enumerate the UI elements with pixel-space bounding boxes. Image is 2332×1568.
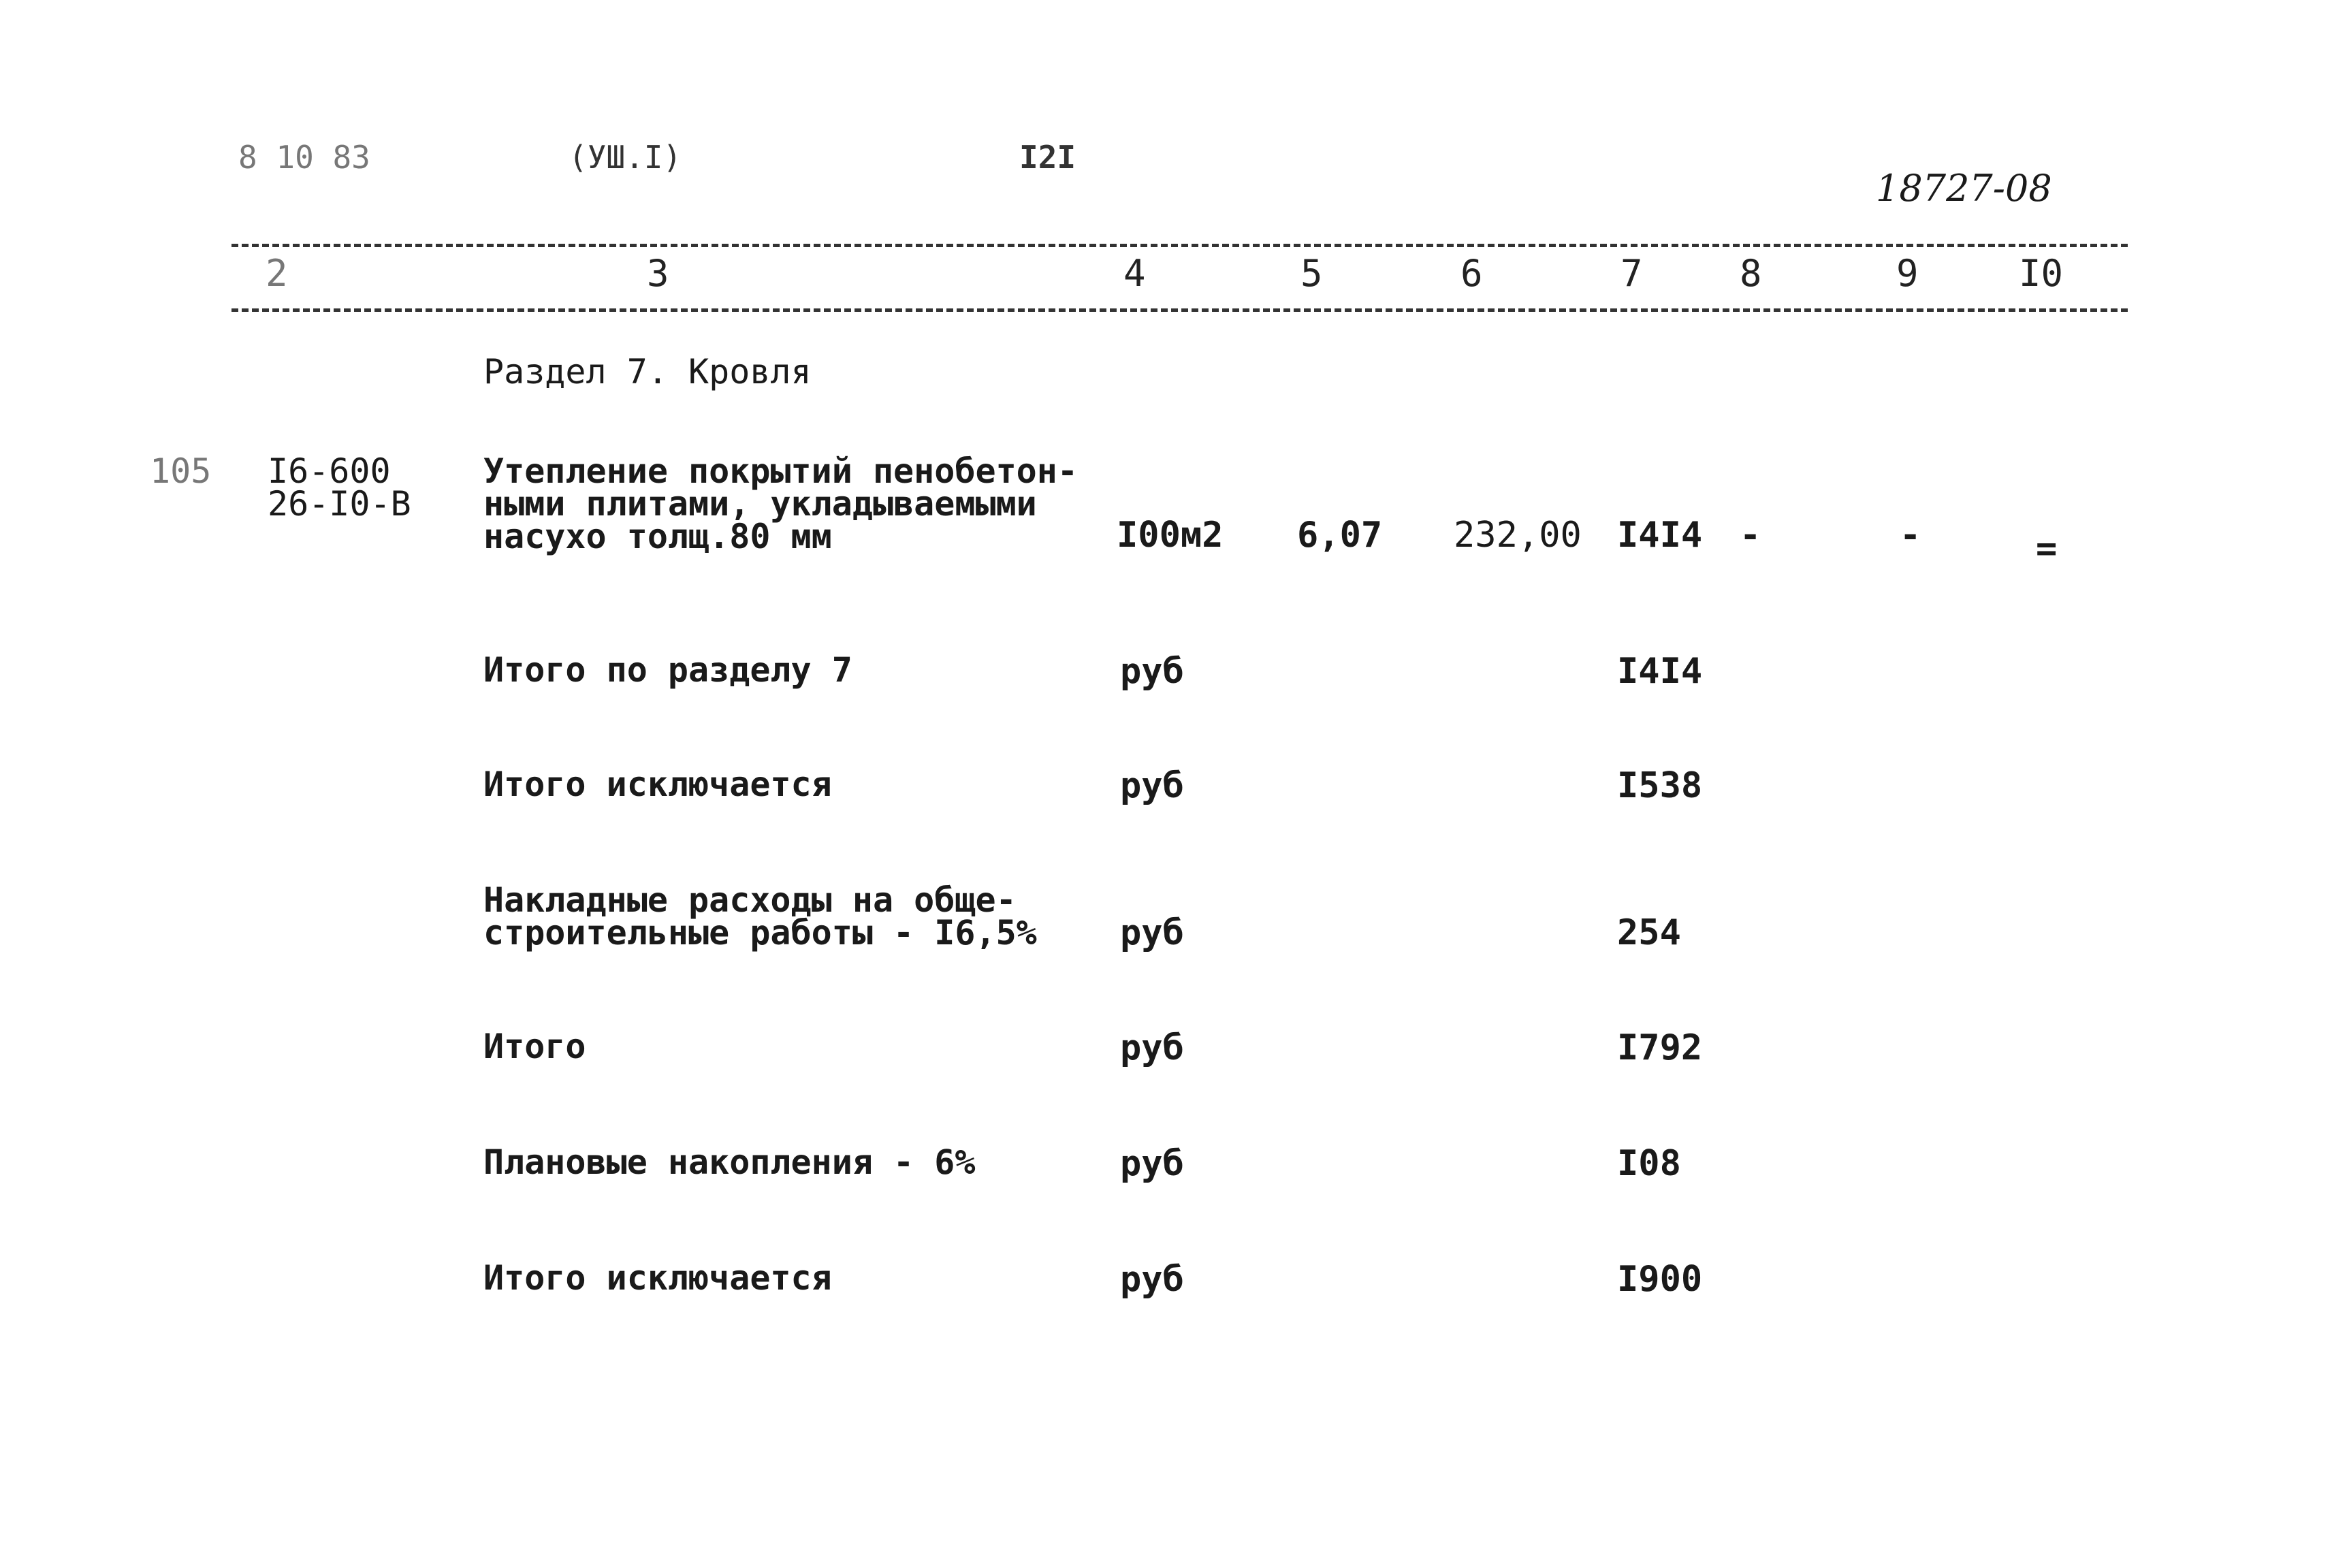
item-code-line1: I6-600: [268, 451, 391, 491]
summary-value: I08: [1617, 1143, 1681, 1184]
item-code-line2: 26-I0-B: [268, 484, 411, 524]
summary-value: I900: [1617, 1259, 1703, 1300]
summary-label: Итого исключается: [483, 765, 832, 804]
summary-value: I4I4: [1617, 651, 1703, 692]
item-quantity: 6,07: [1297, 515, 1383, 556]
page-number: I2I: [1019, 139, 1076, 176]
summary-value: 254: [1617, 912, 1681, 953]
col-num-3: 3: [647, 252, 669, 295]
summary-label: Накладные расходы на обще- строительные работы - I6,5%: [483, 880, 1037, 953]
summary-unit: руб: [1120, 912, 1184, 953]
summary-value: I538: [1617, 765, 1703, 806]
item-description: Утепление покрытий пенобетон- ными плитами, укладываемыми насухо толщ.80 мм: [483, 451, 1078, 556]
summary-value: I792: [1617, 1027, 1703, 1068]
item-col9: -: [1900, 515, 1921, 556]
summary-label: Плановые накопления - 6%: [483, 1142, 976, 1182]
col-num-2: 2: [266, 252, 288, 295]
handwritten-number: 18727-08: [1876, 167, 2052, 210]
col-num-7: 7: [1620, 252, 1643, 295]
volume-label: (УШ.I): [569, 139, 682, 176]
summary-label: Итого исключается: [483, 1258, 832, 1298]
col-num-5: 5: [1300, 252, 1323, 295]
col-num-6: 6: [1460, 252, 1483, 295]
item-position: 105: [150, 451, 212, 491]
item-total: I4I4: [1617, 515, 1703, 556]
col-num-9: 9: [1896, 252, 1919, 295]
col-num-8: 8: [1740, 252, 1762, 295]
summary-label: Итого по разделу 7: [483, 650, 852, 690]
summary-label: Итого: [483, 1027, 586, 1066]
col-num-10: I0: [2019, 252, 2064, 295]
summary-unit: руб: [1120, 651, 1184, 692]
doc-code: 8 10 83: [238, 139, 370, 176]
summary-unit: руб: [1120, 1143, 1184, 1184]
bottom-dashed-rule: [231, 308, 2128, 312]
top-dashed-rule: [231, 244, 2128, 247]
col-num-4: 4: [1123, 252, 1146, 295]
summary-unit: руб: [1120, 1027, 1184, 1068]
section-title: Раздел 7. Кровля: [483, 352, 812, 391]
summary-unit: руб: [1120, 765, 1184, 806]
item-col8: -: [1740, 515, 1761, 556]
item-col10: =: [2036, 528, 2058, 569]
item-unit-price: 232,00: [1454, 515, 1582, 556]
summary-unit: руб: [1120, 1259, 1184, 1300]
item-unit: I00м2: [1117, 515, 1224, 556]
